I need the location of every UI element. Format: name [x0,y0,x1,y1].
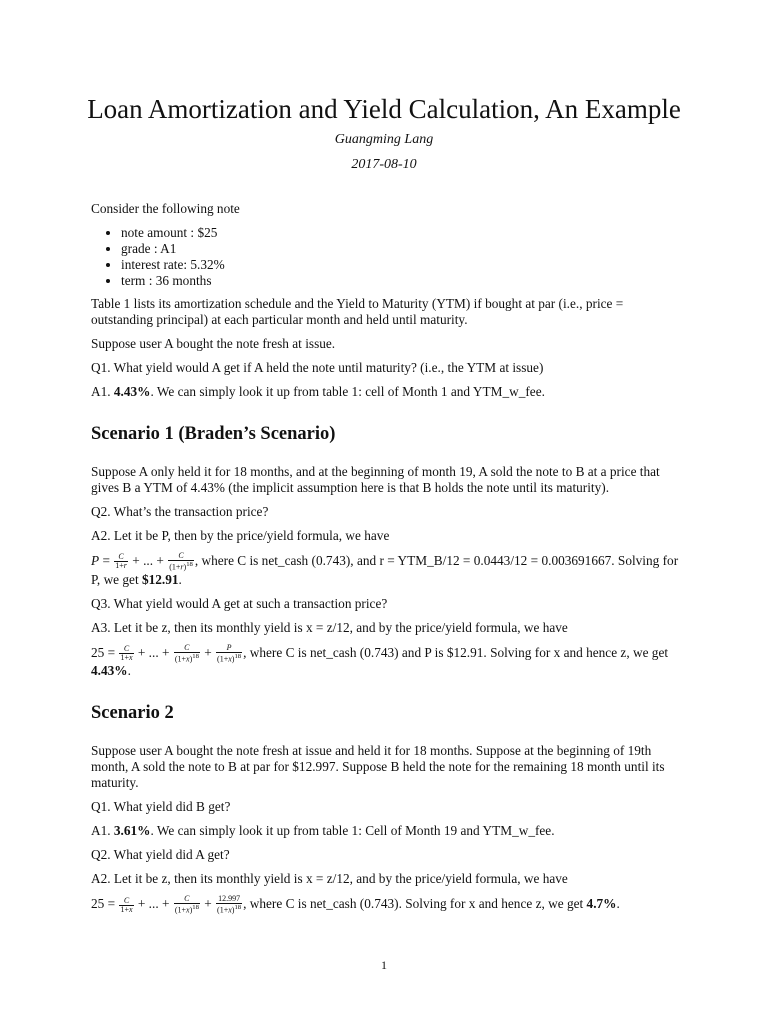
answer-text: . We can simply look it up from table 1: cell of Month 1 and YTM_w_fee. [150,384,545,399]
answer-value: 4.43% [91,663,128,679]
publication-date: 2017-08-10 [351,157,417,172]
document-body [91,201,681,923]
formula-explanation: , where C is net_cash (0.743) and P is $12.91. Solving for x and hence z, we get [243,644,669,660]
fraction: $\frac{C}{1+x}$ [120,895,133,914]
answer-value: 4.43% [113,384,151,399]
scenario-1-paragraph: Suppose A only held it for 18 months, and at the beginning of month 19, A sold the note to B at a price that gives B a YTM of 4.43% (the implicit assumption here is that B holds the note until its maturity). [91,464,660,495]
answer-value: 4.7% [586,896,617,912]
scenario-1-question-2: Q2. What’s the transaction price? [91,504,269,519]
intro-paragraph: Consider the following note [91,201,240,216]
scenario-1-heading: Scenario 1 (Braden’s Scenario) [91,424,336,444]
fraction: $\frac{C}{(1+r)^{18}}$ [169,551,193,572]
note-list [91,225,681,289]
note-item: • term : 36 months [121,273,681,289]
scenario-2-formula: 25 = $\frac{C}{1+x}$ + ... + $\frac{C}{(1+x)^{18}}$ + $\frac{12.997}{(1+x)^{18}}$ , where C is net_cash (0.743). Solving for x and hence z, we get 4.7%. [91,894,620,915]
formula-explanation: , where C is net_cash (0.743). Solving for x and hence z, we get [243,896,587,912]
scenario-1-answer-2-intro: A2. Let it be P, then by the price/yield formula, we have [91,528,390,543]
scenario-2-heading: Scenario 2 [91,703,174,724]
table-paragraph: Table 1 lists its amortization schedule and the Yield to Maturity (YTM) if bought at par (i.e., price = outstanding principal) at each particular month and held until maturity. [91,296,624,327]
scenario-2-question-1: Q1. What yield did B get? [91,799,231,815]
answer-value: 3.61% [113,823,151,839]
price-formula: P = $\frac{C}{1+r}$ + ... + $\frac{C}{(1+r)^{18}}$ , where C is net_cash (0.743), and r = YTM_B/12 = 0.0443/12 = 0.003691667. Solving for P, we get $12.91. [91,551,679,587]
fraction: $\frac{C}{(1+x)^{18}}$ [174,894,199,915]
scenario-1-answer-3-intro: A3. Let it be z, then its monthly yield is x = z/12, and by the price/yield formula, we have [91,619,568,635]
fraction: $\frac{12.997}{(1+x)^{18}}$ [217,894,242,915]
note-item: • grade : A1 [121,241,681,257]
fraction: $\frac{C}{1+x}$ [120,643,133,662]
scenario-2-question-2: Q2. What yield did A get? [91,847,230,863]
answer-1 [91,384,681,400]
answer-label: A1. [91,823,114,839]
page-number: 1 [381,958,387,972]
scenario-1-question-3: Q3. What yield would A get at such a transaction price? [91,595,388,611]
formula-explanation: , where C is net_cash (0.743), and r = YTM_B/12 = 0.0443/12 = 0.003691667. Solving for P, we get [91,552,679,587]
scenario-2-paragraph: Suppose user A bought the note fresh at issue and held it for 18 months. Suppose at the beginning of 19th month, A sold the note to B at par for $12.997. Suppose B held the note for the remaining 18 month until its maturity. [91,743,665,791]
note-item: • note amount : $25 [121,225,681,241]
scenario-2-answer-2-intro: A2. Let it be z, then its monthly yield is x = z/12, and by the price/yield formula, we have [91,871,568,887]
suppose-paragraph: Suppose user A bought the note fresh at issue. [91,336,336,351]
author-name: Guangming Lang [334,132,434,147]
scenario-2-answer-1 [91,823,681,839]
fraction: $\frac{C}{1+r}$ [115,552,127,571]
paper-title: Loan Amortization and Yield Calculation, An Example [87,94,681,124]
yield-formula: 25 = $\frac{C}{1+x}$ + ... + $\frac{C}{(1+x)^{18}}$ + $\frac{P}{(1+x)^{18}}$ , where C is net_cash (0.743) and P is $12.91. Solving for x and hence z, we get 4.43%. [91,642,669,679]
note-item: • interest rate: 5.32% [121,257,681,273]
fraction: $\frac{C}{(1+x)^{18}}$ [174,642,199,664]
fraction: $\frac{P}{(1+x)^{18}}$ [217,642,242,664]
answer-value: $12.91 [141,571,179,587]
question-1: Q1. What yield would A get if A held the note until maturity? (i.e., the YTM at issue) [91,360,544,375]
answer-text: . We can simply look it up from table 1: Cell of Month 19 and YTM_w_fee. [150,823,555,839]
answer-label: A1. [91,384,114,399]
